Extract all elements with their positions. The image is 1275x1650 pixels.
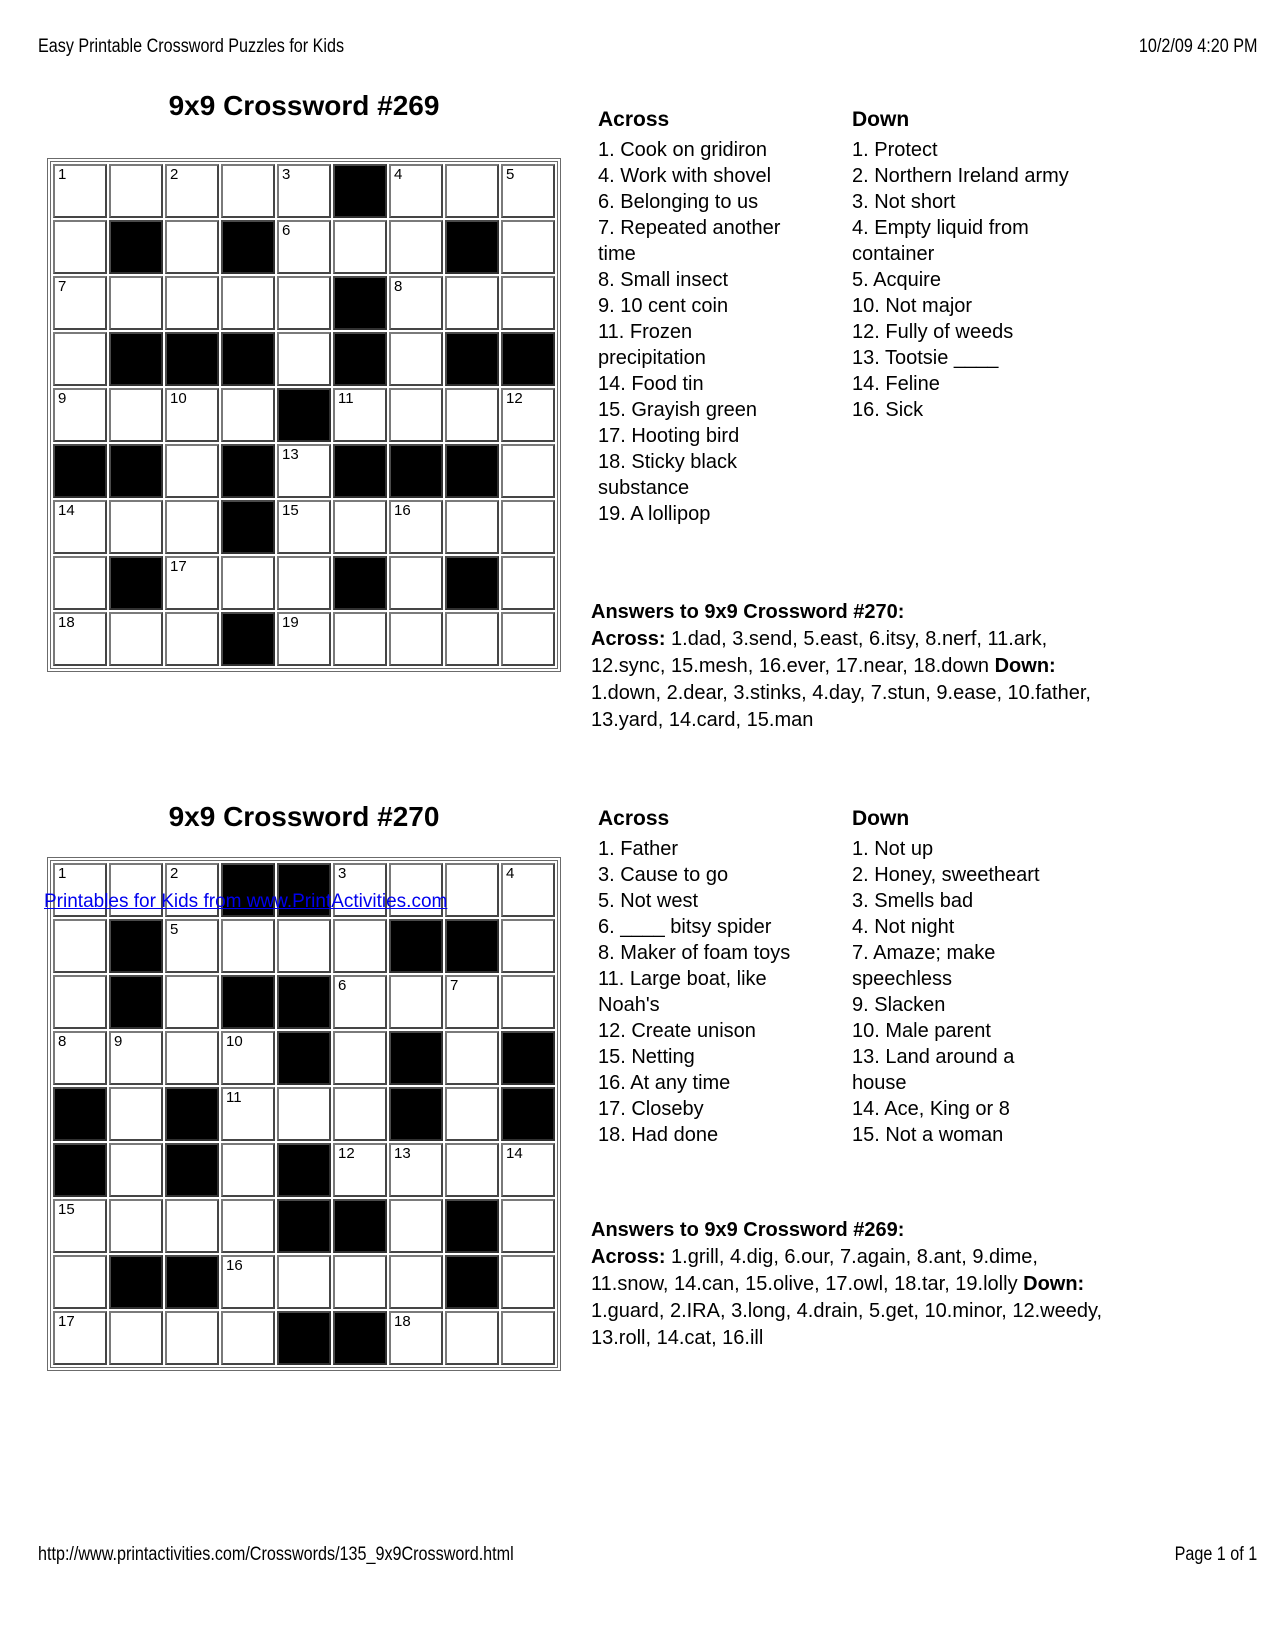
crossword-grid-269 [47, 158, 561, 672]
print-header-title: Easy Printable Crossword Puzzles for Kids [38, 36, 345, 57]
answer-key-270 [591, 599, 1115, 734]
cell-number: 7 [58, 278, 67, 295]
black-cell [445, 220, 499, 274]
black-cell [221, 220, 275, 274]
puzzle-270-down-clues [852, 806, 1057, 1148]
grid-cell [221, 556, 275, 610]
grid-cell [53, 919, 107, 973]
grid-cell [53, 332, 107, 386]
grid-cell [501, 1311, 555, 1365]
cell-number: 13 [282, 446, 299, 463]
print-footer-url: http://www.printactivities.com/Crosswords/135_9x9Crossword.html [38, 1544, 514, 1565]
grid-cell [165, 388, 219, 442]
grid-cell [333, 500, 387, 554]
cell-number: 3 [282, 166, 291, 183]
cell-number: 5 [506, 166, 515, 183]
grid-cell [445, 164, 499, 218]
grid-cell [445, 1087, 499, 1141]
clue-item: 4. Not night [852, 916, 955, 938]
grid-cell [109, 1031, 163, 1085]
grid-cell [221, 1311, 275, 1365]
grid-cell [445, 1311, 499, 1365]
cell-number: 2 [170, 166, 179, 183]
grid-cell [501, 1199, 555, 1253]
cell-number: 11 [226, 1089, 242, 1106]
clue-item: 14. Food tin [598, 373, 704, 395]
black-cell [277, 1311, 331, 1365]
grid-cell [389, 975, 443, 1029]
grid-cell [333, 1031, 387, 1085]
clue-item: 3. Cause to go [598, 864, 729, 886]
cell-number: 2 [170, 865, 179, 882]
clue-item: 17. Closeby [598, 1098, 704, 1120]
grid-cell [389, 388, 443, 442]
black-cell [109, 919, 163, 973]
clue-item: 15. Netting [598, 1046, 695, 1068]
clue-item: 1. Not up [852, 838, 934, 860]
clue-item: 19. A lollipop [598, 503, 711, 525]
clue-item: 13. Land around a house [852, 1046, 1015, 1094]
black-cell [221, 500, 275, 554]
black-cell [165, 1087, 219, 1141]
cell-number: 16 [394, 502, 411, 519]
cell-number: 17 [170, 558, 187, 575]
grid-cell [277, 612, 331, 666]
down-heading: Down [852, 807, 910, 830]
grid-cell [277, 1087, 331, 1141]
grid-cell [53, 556, 107, 610]
grid-cell [333, 919, 387, 973]
grid-cell [165, 1031, 219, 1085]
black-cell [109, 332, 163, 386]
black-cell [389, 444, 443, 498]
cell-number: 1 [58, 166, 67, 183]
cell-number: 16 [226, 1257, 243, 1274]
clue-item: 11. Frozen precipitation [598, 321, 706, 369]
grid-cell [109, 612, 163, 666]
answer-key-body [591, 1244, 1115, 1352]
black-cell [109, 444, 163, 498]
clue-item: 4. Empty liquid from container [852, 217, 1029, 265]
answer-key-269 [591, 1217, 1115, 1352]
grid-cell [53, 500, 107, 554]
black-cell [165, 1255, 219, 1309]
black-cell [109, 556, 163, 610]
grid-cell [221, 1255, 275, 1309]
clue-item: 10. Not major [852, 295, 973, 317]
grid-cell [501, 863, 555, 917]
print-header [38, 36, 1257, 58]
black-cell [333, 164, 387, 218]
black-cell [333, 556, 387, 610]
black-cell [221, 444, 275, 498]
clue-item: 1. Cook on gridiron [598, 139, 767, 161]
black-cell [445, 1199, 499, 1253]
clue-item: 6. ____ bitsy spider [598, 916, 772, 938]
clue-item: 13. Tootsie ____ [852, 347, 999, 369]
grid-cell [109, 1087, 163, 1141]
clue-item: 14. Ace, King or 8 [852, 1098, 1010, 1120]
grid-cell [109, 1143, 163, 1197]
grid-cell [389, 1255, 443, 1309]
black-cell [445, 1255, 499, 1309]
clue-item: 18. Had done [598, 1124, 719, 1146]
grid-cell [333, 612, 387, 666]
grid-cell [165, 500, 219, 554]
grid-cell [501, 612, 555, 666]
cell-number: 8 [58, 1033, 67, 1050]
grid-cell [165, 1311, 219, 1365]
grid-cell [53, 220, 107, 274]
clue-list [598, 137, 799, 527]
black-cell [501, 332, 555, 386]
grid-cell [501, 1143, 555, 1197]
clue-item: 15. Grayish green [598, 399, 757, 421]
black-cell [109, 1255, 163, 1309]
grid-cell [389, 612, 443, 666]
cell-number: 6 [338, 977, 347, 994]
clue-item: 9. Slacken [852, 994, 946, 1016]
grid-cell [445, 1031, 499, 1085]
cell-number: 18 [394, 1313, 411, 1330]
black-cell [333, 1199, 387, 1253]
cell-number: 10 [226, 1033, 243, 1050]
grid-cell [389, 1199, 443, 1253]
print-footer [38, 1544, 1257, 1566]
grid-cell [53, 164, 107, 218]
grid-cell [277, 276, 331, 330]
black-cell [333, 276, 387, 330]
grid-cell [277, 444, 331, 498]
clue-item: 11. Large boat, like Noah's [598, 968, 767, 1016]
grid-cell [501, 164, 555, 218]
clue-item: 1. Protect [852, 139, 938, 161]
grid-cell [109, 388, 163, 442]
clue-item: 3. Smells bad [852, 890, 974, 912]
across-label: Across: [591, 628, 666, 650]
down-heading: Down [852, 108, 910, 131]
black-cell [53, 1143, 107, 1197]
black-cell [389, 919, 443, 973]
cell-number: 17 [58, 1313, 75, 1330]
cell-number: 5 [170, 921, 179, 938]
cell-number: 11 [338, 390, 354, 407]
grid-cell [221, 1031, 275, 1085]
black-cell [389, 1087, 443, 1141]
black-cell [53, 444, 107, 498]
cell-number: 8 [394, 278, 403, 295]
clue-item: 5. Not west [598, 890, 699, 912]
clue-item: 2. Honey, sweetheart [852, 864, 1040, 886]
grid-cell [53, 612, 107, 666]
print-header-timestamp: 10/2/09 4:20 PM [1138, 36, 1257, 57]
across-heading: Across [598, 807, 670, 830]
grid-cell [389, 220, 443, 274]
grid-cell [109, 500, 163, 554]
grid-cell [501, 500, 555, 554]
clue-item: 5. Acquire [852, 269, 941, 291]
clue-list [852, 836, 1057, 1148]
across-heading: Across [598, 108, 670, 131]
clue-list [598, 836, 799, 1148]
grid-cell [277, 164, 331, 218]
clue-item: 4. Work with shovel [598, 165, 772, 187]
grid-cell [165, 1199, 219, 1253]
grid-cell [389, 332, 443, 386]
cell-number: 14 [58, 502, 75, 519]
clue-item: 15. Not a woman [852, 1124, 1004, 1146]
grid-cell [389, 276, 443, 330]
grid-cell [445, 863, 499, 917]
cell-number: 12 [506, 390, 523, 407]
clue-item: 17. Hooting bird [598, 425, 740, 447]
black-cell [165, 1143, 219, 1197]
grid-cell [445, 612, 499, 666]
answer-key-heading: Answers to 9x9 Crossword #270: [591, 601, 905, 623]
grid-cell [53, 1031, 107, 1085]
black-cell [277, 388, 331, 442]
grid-cell [333, 1255, 387, 1309]
grid-cell [277, 220, 331, 274]
black-cell [445, 919, 499, 973]
grid-cell [165, 276, 219, 330]
across-answers: 1.dad, 3.send, 5.east, 6.itsy, 8.nerf, 11.ark, 12.sync, 15.mesh, 16.ever, 17.near, 18.down [591, 628, 1048, 677]
grid-cell [389, 1311, 443, 1365]
black-cell [109, 975, 163, 1029]
grid-cell [221, 276, 275, 330]
clue-list [852, 137, 1085, 423]
cell-number: 4 [394, 166, 403, 183]
grid-cell [445, 388, 499, 442]
grid-cell [501, 388, 555, 442]
cell-number: 9 [114, 1033, 123, 1050]
grid-cell [277, 332, 331, 386]
grid-cell [53, 276, 107, 330]
puzzle-269-title: 9x9 Crossword #269 [168, 90, 440, 121]
grid-cell [221, 1199, 275, 1253]
black-cell [501, 1087, 555, 1141]
across-label: Across: [591, 1246, 666, 1268]
grid-cell [109, 164, 163, 218]
grid-cell [109, 1199, 163, 1253]
puzzle-270-across-clues [598, 806, 799, 1148]
grid-cell [501, 556, 555, 610]
clue-item: 7. Repeated another time [598, 217, 781, 265]
cell-number: 19 [282, 614, 299, 631]
grid-cell [389, 556, 443, 610]
black-cell [445, 444, 499, 498]
clue-item: 16. Sick [852, 399, 924, 421]
down-answers: 1.down, 2.dear, 3.stinks, 4.day, 7.stun, 9.ease, 10.father, 13.yard, 14.card, 15.man [591, 682, 1091, 731]
answer-key-heading: Answers to 9x9 Crossword #269: [591, 1219, 905, 1241]
grid-cell [221, 919, 275, 973]
grid-cell [165, 556, 219, 610]
black-cell [333, 332, 387, 386]
grid-cell [445, 1143, 499, 1197]
clue-item: 12. Create unison [598, 1020, 756, 1042]
grid-cell [389, 164, 443, 218]
grid-cell [501, 276, 555, 330]
grid-cell [277, 919, 331, 973]
black-cell [333, 444, 387, 498]
cell-number: 4 [506, 865, 515, 882]
grid-cell [53, 975, 107, 1029]
puzzle-270-title: 9x9 Crossword #270 [168, 801, 440, 832]
clue-item: 8. Small insect [598, 269, 729, 291]
grid-cell [501, 444, 555, 498]
down-answers: 1.guard, 2.IRA, 3.long, 4.drain, 5.get, 10.minor, 12.weedy, 13.roll, 14.cat, 16.ill [591, 1300, 1103, 1349]
black-cell [221, 612, 275, 666]
clue-item: 9. 10 cent coin [598, 295, 729, 317]
grid-cell [333, 1143, 387, 1197]
black-cell [221, 975, 275, 1029]
black-cell [277, 975, 331, 1029]
grid-cell [277, 1255, 331, 1309]
grid-cell [221, 1087, 275, 1141]
cell-number: 6 [282, 222, 291, 239]
clue-item: 7. Amaze; make speechless [852, 942, 996, 990]
clue-item: 18. Sticky black substance [598, 451, 737, 499]
grid-cell [333, 388, 387, 442]
cell-number: 10 [170, 390, 187, 407]
cell-number: 13 [394, 1145, 411, 1162]
cell-number: 15 [282, 502, 299, 519]
clue-item: 16. At any time [598, 1072, 731, 1094]
grid-cell [165, 919, 219, 973]
black-cell [53, 1087, 107, 1141]
down-label: Down: [1023, 1273, 1085, 1295]
grid-cell [501, 919, 555, 973]
grid-cell [389, 500, 443, 554]
clue-item: 1. Father [598, 838, 679, 860]
black-cell [445, 332, 499, 386]
grid-cell [109, 1311, 163, 1365]
black-cell [445, 556, 499, 610]
clue-item: 12. Fully of weeds [852, 321, 1014, 343]
answer-key-body [591, 626, 1115, 734]
black-cell [501, 1031, 555, 1085]
grid-cell [109, 276, 163, 330]
grid-cell [501, 220, 555, 274]
grid-cell [221, 388, 275, 442]
black-cell [109, 220, 163, 274]
grid-cell [165, 975, 219, 1029]
cell-number: 3 [338, 865, 347, 882]
grid-cell [53, 388, 107, 442]
black-cell [277, 1143, 331, 1197]
cell-number: 9 [58, 390, 67, 407]
cell-number: 18 [58, 614, 75, 631]
crossword-grid-270 [47, 857, 561, 1371]
puzzle-269-across-clues [598, 107, 799, 527]
grid-cell [333, 220, 387, 274]
grid-cell [53, 1255, 107, 1309]
grid-cell [445, 500, 499, 554]
grid-cell [277, 556, 331, 610]
black-cell [333, 1311, 387, 1365]
puzzle-269-down-clues [852, 107, 1085, 423]
cell-number: 12 [338, 1145, 355, 1162]
grid-cell [333, 1087, 387, 1141]
grid-cell [277, 500, 331, 554]
grid-cell [165, 612, 219, 666]
grid-cell [501, 975, 555, 1029]
black-cell [165, 332, 219, 386]
grid-cell [53, 1199, 107, 1253]
print-footer-page-number: Page 1 of 1 [1174, 1544, 1257, 1565]
cell-number: 1 [58, 865, 67, 882]
down-label: Down: [994, 655, 1056, 677]
black-cell [277, 1199, 331, 1253]
clue-item: 8. Maker of foam toys [598, 942, 791, 964]
grid-cell [501, 1255, 555, 1309]
grid-cell [53, 1311, 107, 1365]
cell-number: 15 [58, 1201, 75, 1218]
grid-cell [221, 1143, 275, 1197]
printactivities-link[interactable]: Printables for Kids from www.PrintActivities.com [44, 891, 448, 912]
grid-cell [389, 1143, 443, 1197]
clue-item: 14. Feline [852, 373, 940, 395]
grid-cell [333, 975, 387, 1029]
clue-item: 3. Not short [852, 191, 956, 213]
black-cell [389, 1031, 443, 1085]
grid-cell [445, 975, 499, 1029]
cell-number: 14 [506, 1145, 523, 1162]
clue-item: 6. Belonging to us [598, 191, 759, 213]
grid-cell [165, 444, 219, 498]
black-cell [277, 1031, 331, 1085]
grid-cell [165, 164, 219, 218]
across-answers: 1.grill, 4.dig, 6.our, 7.again, 8.ant, 9.dime, 11.snow, 14.can, 15.olive, 17.owl, 18.tar, 19.lolly [591, 1246, 1038, 1295]
cell-number: 7 [450, 977, 459, 994]
grid-cell [165, 220, 219, 274]
clue-item: 2. Northern Ireland army [852, 165, 1069, 187]
grid-cell [221, 164, 275, 218]
clue-item: 10. Male parent [852, 1020, 991, 1042]
black-cell [221, 332, 275, 386]
grid-cell [445, 276, 499, 330]
